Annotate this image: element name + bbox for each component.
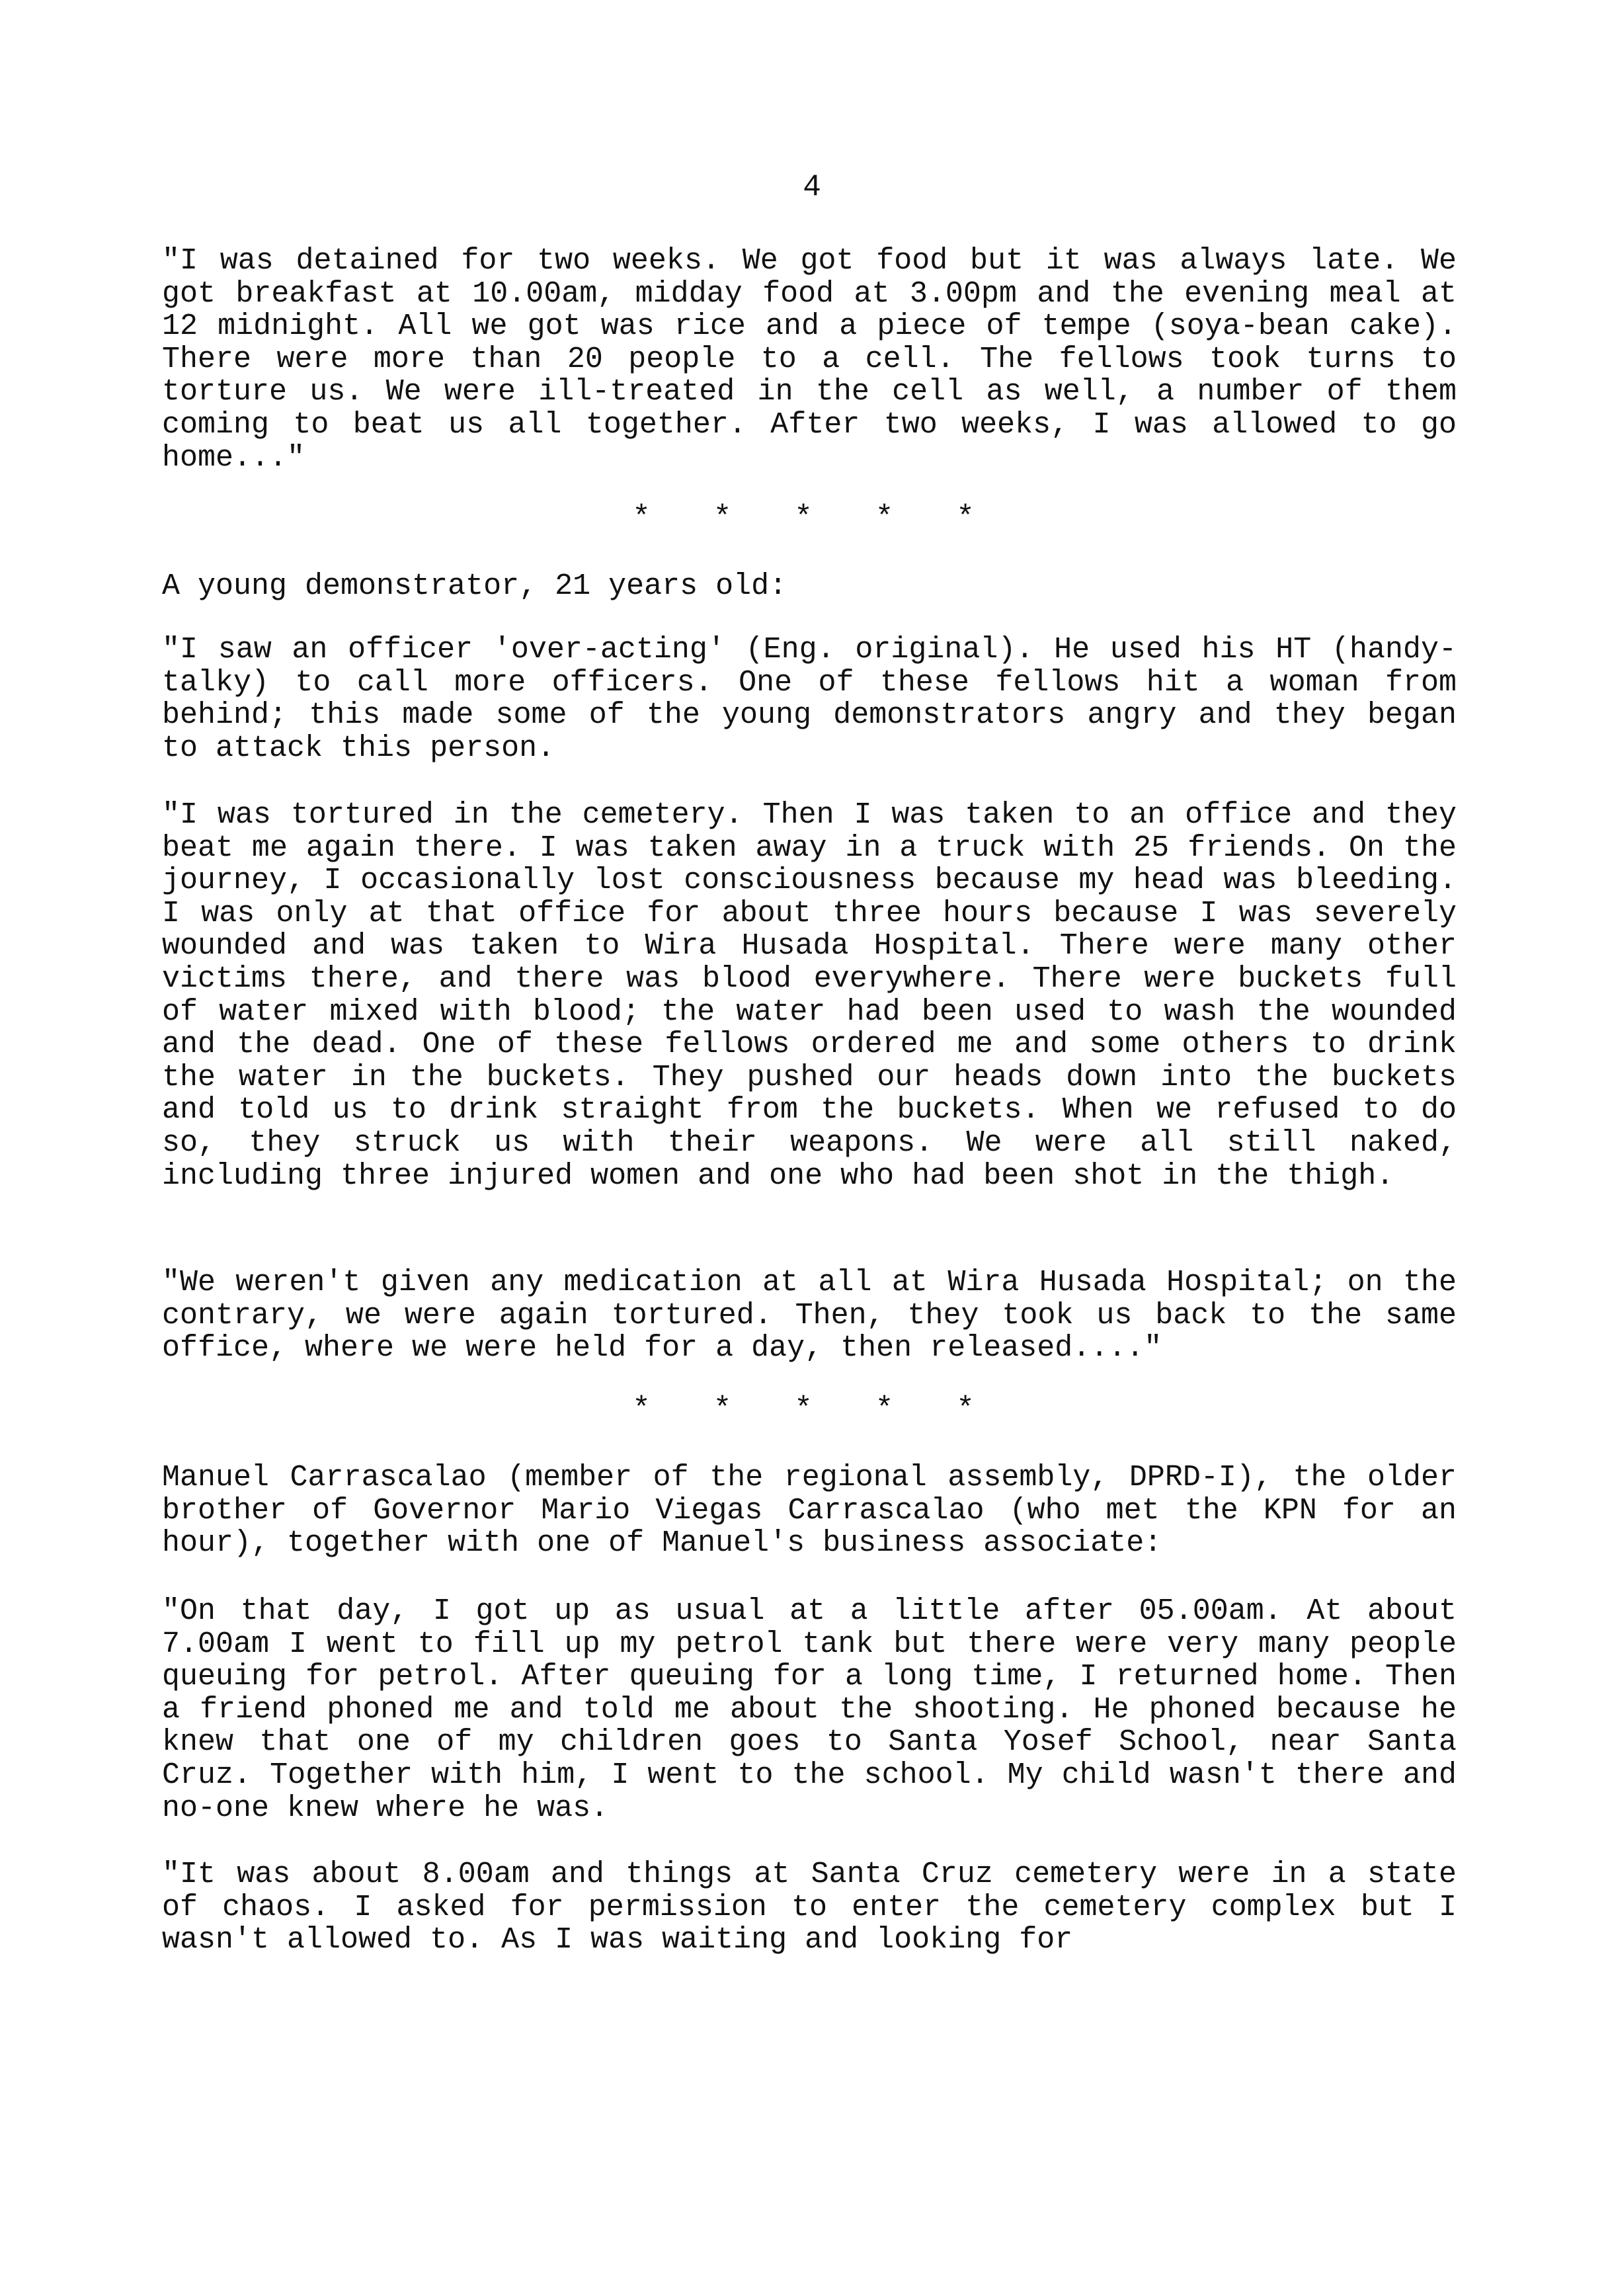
page-number: 4 [803,170,821,204]
separator-asterisk: * [713,501,732,535]
speaker-intro-manuel-carrascalao: Manuel Carrascalao (member of the regional assembly, DPRD-I), the older brother of Governor Mario Viegas Carrascalao (who met the KPN for an hour), together with one of Manuel's business associate: [162,1461,1457,1561]
testimony-paragraph-torture: "I was tortured in the cemetery. Then I was taken to an office and they beat me again there. I was taken away in a truck with 25 friends. On the journey, I occasionally lost consciousness because my head was bleeding. I was only at that office for about three hours because I was severely wounded and was taken to Wira Husada Hospital. There were many other victims there, and there was blood everywhere. There were buckets full of water mixed with blood; the water had been used to wash the wounded and the dead. One of these fellows ordered me and some others to drink the water in the buckets. They pushed our heads down into the buckets and told us to drink straight from the buckets. When we refused to do so, they struck us with their weapons. We were all still naked, including three injured women and one who had been shot in the thigh. [162,798,1457,1193]
testimony-paragraph-hospital: "We weren't given any medication at all at Wira Husada Hospital; on the contrary, we were again tortured. Then, they took us back to the same office, where we were held for a day, then released...." [162,1266,1457,1366]
separator-asterisk: * [875,1392,894,1426]
testimony-paragraph-officer: "I saw an officer 'over-acting' (Eng. original). He used his HT (handy-talky) to call more officers. One of these fellows hit a woman from behind; this made some of the young demonstrators angry and they began to attack this person. [162,633,1457,765]
testimony-paragraph-cemetery: "It was about 8.00am and things at Santa Cruz cemetery were in a state of chaos. I asked for permission to enter the cemetery complex but I wasn't allowed to. As I was waiting and looking for [162,1858,1457,1957]
section-separator [625,1393,982,1426]
separator-asterisk: * [956,501,975,535]
separator-asterisk: * [632,501,651,535]
separator-asterisk: * [794,501,813,535]
section-separator [625,501,982,534]
speaker-intro-young-demonstrator: A young demonstrator, 21 years old: [162,569,787,603]
separator-asterisk: * [632,1392,651,1426]
testimony-paragraph-detention: "I was detained for two weeks. We got food but it was always late. We got breakfast at 10.00am, midday food at 3.00pm and the evening meal at 12 midnight. All we got was rice and a piece of tempe (soya-bean cake). There were more than 20 people to a cell. The fellows took turns to torture us. We were ill-treated in the cell as well, a number of them coming to beat us all together. After two weeks, I was allowed to go home..." [162,244,1457,475]
separator-asterisk: * [956,1392,975,1426]
separator-asterisk: * [875,501,894,535]
separator-asterisk: * [713,1392,732,1426]
separator-asterisk: * [794,1392,813,1426]
testimony-paragraph-morning: "On that day, I got up as usual at a little after 05.00am. At about 7.00am I went to fill up my petrol tank but there were very many people queuing for petrol. After queuing for a long time, I returned home. Then a friend phoned me and told me about the shooting. He phoned because he knew that one of my children goes to Santa Yosef School, near Santa Cruz. Together with him, I went to the school. My child wasn't there and no-one knew where he was. [162,1594,1457,1825]
